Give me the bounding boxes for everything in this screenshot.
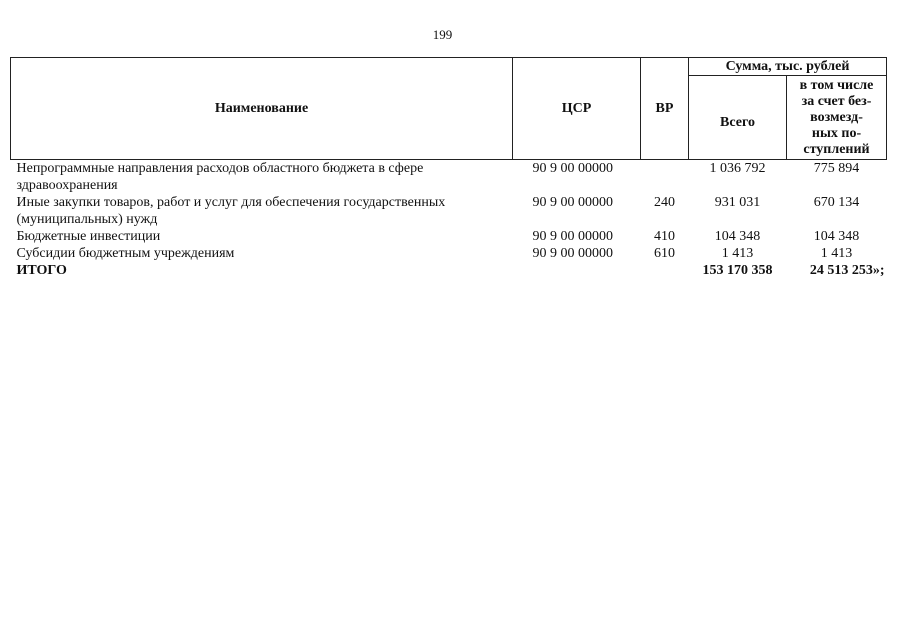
row-total: 931 031: [714, 195, 761, 210]
row-free-receipts: 670 134: [813, 195, 860, 210]
grand-total-csr: [513, 262, 641, 279]
row-csr: 90 9 00 00000: [532, 246, 613, 261]
table-row: [11, 245, 887, 262]
grand-total-free-receipts: 24 513 253»;: [809, 263, 885, 278]
table-row: [11, 228, 887, 245]
row-name: Иные закупки товаров, работ и услуг для обеспечения государственных (муниципальных) нужд: [16, 195, 446, 227]
row-vr: [641, 160, 689, 195]
row-vr: 240: [654, 195, 675, 210]
grand-total-value: 153 170 358: [702, 263, 773, 278]
table-body: [11, 160, 887, 280]
row-free-receipts: 775 894: [813, 161, 860, 176]
grand-total-vr: [641, 262, 689, 279]
row-vr: 610: [654, 246, 675, 261]
row-csr: 90 9 00 00000: [532, 229, 613, 244]
budget-table: [10, 57, 887, 279]
header-name: Наименование: [11, 58, 513, 160]
table-row: [11, 160, 887, 195]
row-csr: 90 9 00 00000: [532, 195, 613, 210]
table-header: [11, 58, 887, 160]
row-vr: 410: [654, 229, 675, 244]
row-total: 104 348: [714, 229, 761, 244]
header-csr: ЦСР: [513, 58, 641, 160]
row-name: Бюджетные инвестиции: [16, 229, 161, 244]
header-vr: ВР: [641, 58, 689, 160]
table-row: [11, 194, 887, 228]
row-name: Субсидии бюджетным учреждениям: [16, 246, 235, 261]
header-free-receipts-text: в том числе за счет без- возмезд- ных по- ступлений: [799, 78, 874, 157]
header-free-receipts: [787, 76, 887, 160]
page-number: 199: [432, 27, 453, 42]
header-total: Всего: [689, 76, 787, 160]
row-total: 1 413: [721, 246, 754, 261]
row-name: Непрограммные направления расходов областного бюджета в сфере здравоохранения: [16, 161, 424, 193]
row-free-receipts: 104 348: [813, 229, 860, 244]
header-sum-group: Сумма, тыс. рублей: [689, 58, 887, 76]
row-total: 1 036 792: [709, 161, 766, 176]
row-free-receipts: 1 413: [820, 246, 853, 261]
grand-total-label: ИТОГО: [16, 263, 67, 278]
row-csr: 90 9 00 00000: [532, 161, 613, 176]
grand-total-row: [11, 262, 887, 279]
